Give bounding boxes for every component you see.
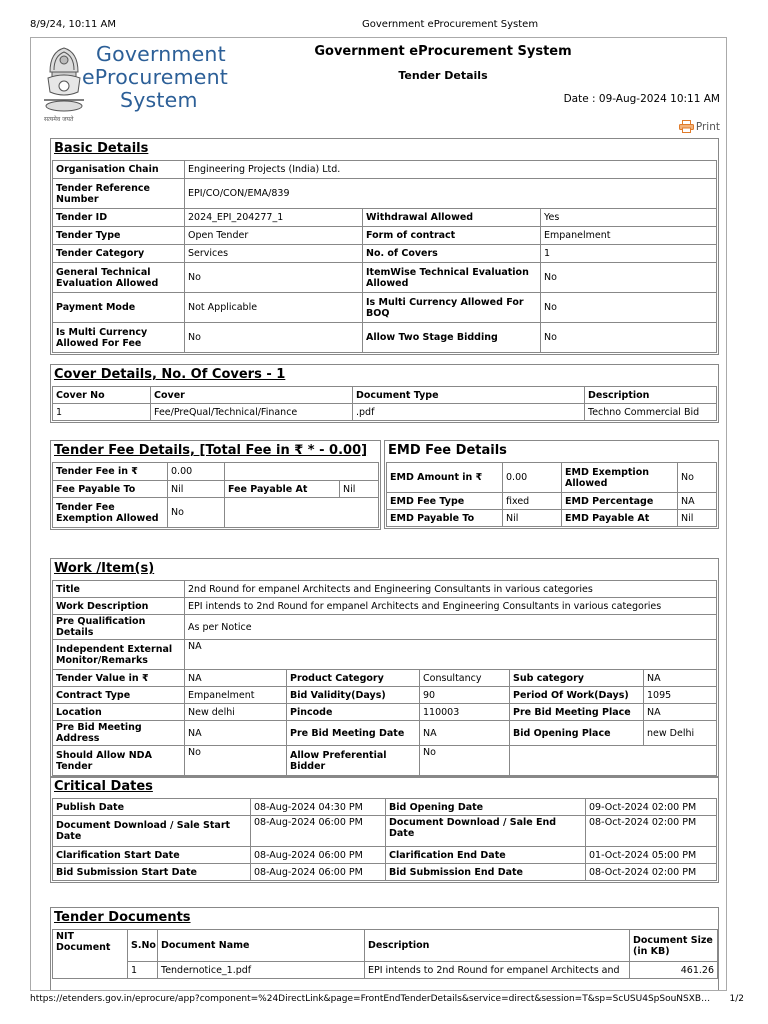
label-bid-submission-end-date: Bid Submission End Date — [386, 864, 586, 881]
tender-documents-title: Tender Documents — [54, 910, 191, 925]
table-row — [53, 721, 717, 746]
table-row — [53, 687, 717, 704]
value-product-category: Consultancy — [420, 670, 510, 687]
label-prebid-meeting-address: Pre Bid Meeting Address — [53, 721, 185, 746]
label-nit-document: NIT Document — [53, 930, 128, 979]
table-row — [53, 598, 717, 615]
emd-fee-section — [384, 440, 719, 529]
value-organisation-chain: Engineering Projects (India) Ltd. — [185, 161, 717, 179]
logo-wordmark — [82, 43, 228, 112]
label-bid-opening-date: Bid Opening Date — [386, 799, 586, 816]
label-period-of-work: Period Of Work(Days) — [510, 687, 644, 704]
label-bid-opening-place: Bid Opening Place — [510, 721, 644, 746]
column-header: Cover — [151, 387, 353, 404]
table-row — [387, 493, 717, 510]
table-row — [53, 179, 717, 209]
value-preferential-bidder: No — [420, 746, 510, 776]
table-row — [53, 245, 717, 263]
table-header-row — [53, 930, 718, 962]
value-clarification-start-date: 08-Aug-2024 06:00 PM — [251, 847, 386, 864]
label-multi-currency-fee: Is Multi Currency Allowed For Fee — [53, 323, 185, 353]
print-link[interactable] — [679, 120, 720, 133]
label-clarification-end-date: Clarification End Date — [386, 847, 586, 864]
cell-document-type: .pdf — [353, 404, 585, 421]
print-label: Print — [695, 120, 720, 133]
cell-description: Techno Commercial Bid — [585, 404, 717, 421]
label-emd-amount: EMD Amount in ₹ — [387, 463, 503, 493]
table-row — [53, 670, 717, 687]
value-bid-opening-date: 09-Oct-2024 02:00 PM — [586, 799, 717, 816]
label-prebid-meeting-date: Pre Bid Meeting Date — [287, 721, 420, 746]
table-row — [53, 962, 718, 979]
label-withdrawal-allowed: Withdrawal Allowed — [363, 209, 541, 227]
value-tender-reference: EPI/CO/CON/EMA/839 — [185, 179, 717, 209]
empty-cell — [225, 498, 379, 528]
label-no-of-covers: No. of Covers — [363, 245, 541, 263]
value-payment-mode: Not Applicable — [185, 293, 363, 323]
label-emd-percentage: EMD Percentage — [562, 493, 678, 510]
label-prequalification: Pre Qualification Details — [53, 615, 185, 640]
value-clarification-end-date: 01-Oct-2024 05:00 PM — [586, 847, 717, 864]
value-withdrawal-allowed: Yes — [541, 209, 717, 227]
label-payment-mode: Payment Mode — [53, 293, 185, 323]
value-tender-category: Services — [185, 245, 363, 263]
value-itemwise-technical-evaluation: No — [541, 263, 717, 293]
value-emd-payable-to: Nil — [503, 510, 562, 527]
label-multi-currency-boq: Is Multi Currency Allowed For BOQ — [363, 293, 541, 323]
tender-documents-table — [52, 929, 718, 979]
table-row — [53, 498, 379, 528]
label-download-end-date: Document Download / Sale End Date — [386, 816, 586, 847]
cell-document-name[interactable]: Tendernotice_1.pdf — [158, 962, 365, 979]
label-sub-category: Sub category — [510, 670, 644, 687]
value-prequalification: As per Notice — [185, 615, 717, 640]
value-prebid-meeting-place: NA — [644, 704, 717, 721]
label-organisation-chain: Organisation Chain — [53, 161, 185, 179]
page-number: 1/2 — [729, 994, 744, 1004]
label-prebid-meeting-place: Pre Bid Meeting Place — [510, 704, 644, 721]
column-header: S.No — [128, 930, 158, 962]
column-header: Cover No — [53, 387, 151, 404]
label-general-technical-evaluation: General Technical Evaluation Allowed — [53, 263, 185, 293]
value-emd-exemption: No — [678, 463, 717, 493]
work-items-title: Work /Item(s) — [54, 561, 155, 576]
value-fee-payable-at: Nil — [340, 481, 379, 498]
value-emd-percentage: NA — [678, 493, 717, 510]
label-bid-validity: Bid Validity(Days) — [287, 687, 420, 704]
table-row — [53, 615, 717, 640]
value-emd-payable-at: Nil — [678, 510, 717, 527]
table-row — [53, 404, 717, 421]
value-period-of-work: 1095 — [644, 687, 717, 704]
label-fee-payable-to: Fee Payable To — [53, 481, 168, 498]
column-header: Description — [585, 387, 717, 404]
value-no-of-covers: 1 — [541, 245, 717, 263]
value-emd-amount: 0.00 — [503, 463, 562, 493]
label-independent-monitor: Independent External Monitor/Remarks — [53, 640, 185, 670]
value-two-stage-bidding: No — [541, 323, 717, 353]
logo-line-eprocurement: eProcurement — [82, 65, 229, 89]
cover-details-table — [52, 386, 717, 421]
column-header: Document Type — [353, 387, 585, 404]
basic-details-table — [52, 160, 717, 353]
label-emd-payable-to: EMD Payable To — [387, 510, 503, 527]
table-row — [53, 227, 717, 245]
label-tender-reference: Tender Reference Number — [53, 179, 185, 209]
value-sub-category: NA — [644, 670, 717, 687]
column-header: Description — [365, 930, 630, 962]
print-page-title: Government eProcurement System — [362, 19, 539, 30]
tender-fee-table — [52, 462, 379, 528]
label-work-title: Title — [53, 581, 185, 598]
value-tender-type: Open Tender — [185, 227, 363, 245]
label-contract-type: Contract Type — [53, 687, 185, 704]
table-row — [53, 799, 717, 816]
label-emd-exemption: EMD Exemption Allowed — [562, 463, 678, 493]
table-row — [53, 746, 717, 776]
label-publish-date: Publish Date — [53, 799, 251, 816]
label-emd-payable-at: EMD Payable At — [562, 510, 678, 527]
label-fee-payable-at: Fee Payable At — [225, 481, 340, 498]
value-download-start-date: 08-Aug-2024 06:00 PM — [251, 816, 386, 847]
work-items-section — [50, 558, 719, 778]
value-bid-opening-place: new Delhi — [644, 721, 717, 746]
logo-line-system: System — [120, 88, 198, 112]
label-emd-fee-type: EMD Fee Type — [387, 493, 503, 510]
value-pincode: 110003 — [420, 704, 510, 721]
label-work-description: Work Description — [53, 598, 185, 615]
print-header — [0, 0, 768, 34]
label-preferential-bidder: Allow Preferential Bidder — [287, 746, 420, 776]
table-row — [53, 864, 717, 881]
value-publish-date: 08-Aug-2024 04:30 PM — [251, 799, 386, 816]
current-date: Date : 09-Aug-2024 10:11 AM — [563, 93, 720, 105]
gepnic-logo[interactable] — [42, 42, 227, 122]
cell-cover-no: 1 — [53, 404, 151, 421]
empty-cell — [225, 463, 379, 481]
label-pincode: Pincode — [287, 704, 420, 721]
table-row — [53, 481, 379, 498]
cover-details-title: Cover Details, No. Of Covers - 1 — [54, 367, 286, 382]
value-multi-currency-fee: No — [185, 323, 363, 353]
empty-cell — [510, 746, 717, 776]
critical-dates-section — [50, 776, 719, 883]
print-datetime: 8/9/24, 10:11 AM — [30, 19, 117, 30]
cover-details-section — [50, 364, 719, 423]
critical-dates-table — [52, 798, 717, 881]
table-row — [53, 209, 717, 227]
value-multi-currency-boq: No — [541, 293, 717, 323]
table-row — [53, 847, 717, 864]
label-bid-submission-start-date: Bid Submission Start Date — [53, 864, 251, 881]
label-product-category: Product Category — [287, 670, 420, 687]
label-itemwise-technical-evaluation: ItemWise Technical Evaluation Allowed — [363, 263, 541, 293]
label-tender-fee: Tender Fee in ₹ — [53, 463, 168, 481]
value-form-of-contract: Empanelment — [541, 227, 717, 245]
value-work-description: EPI intends to 2nd Round for empanel Architects and Engineering Consultants in various categories — [185, 598, 717, 615]
table-row — [53, 816, 717, 847]
label-clarification-start-date: Clarification Start Date — [53, 847, 251, 864]
page-title: Government eProcurement System — [314, 44, 572, 59]
cell-document-description: EPI intends to 2nd Round for empanel Architects and — [365, 962, 630, 979]
value-general-technical-evaluation: No — [185, 263, 363, 293]
cell-sno: 1 — [128, 962, 158, 979]
table-row — [387, 463, 717, 493]
label-tender-value: Tender Value in ₹ — [53, 670, 185, 687]
emd-fee-title: EMD Fee Details — [388, 443, 507, 458]
value-fee-exemption: No — [168, 498, 225, 528]
value-contract-type: Empanelment — [185, 687, 287, 704]
basic-details-section — [50, 138, 719, 355]
value-allow-nda: No — [185, 746, 287, 776]
printer-icon — [679, 120, 694, 133]
label-two-stage-bidding: Allow Two Stage Bidding — [363, 323, 541, 353]
tender-fee-title: Tender Fee Details, [Total Fee in ₹ * - 0.00] — [54, 443, 368, 458]
value-tender-fee: 0.00 — [168, 463, 225, 481]
critical-dates-title: Critical Dates — [54, 779, 153, 794]
label-tender-id: Tender ID — [53, 209, 185, 227]
value-work-title: 2nd Round for empanel Architects and Engineering Consultants in various categories — [185, 581, 717, 598]
label-tender-category: Tender Category — [53, 245, 185, 263]
value-location: New delhi — [185, 704, 287, 721]
value-independent-monitor: NA — [185, 640, 717, 670]
value-tender-id: 2024_EPI_204277_1 — [185, 209, 363, 227]
table-row — [53, 704, 717, 721]
tender-documents-section — [50, 907, 719, 991]
work-items-table — [52, 580, 717, 776]
value-bid-submission-end-date: 08-Oct-2024 02:00 PM — [586, 864, 717, 881]
page-subtitle: Tender Details — [398, 69, 488, 82]
table-row — [53, 581, 717, 598]
table-row — [53, 640, 717, 670]
value-prebid-meeting-date: NA — [420, 721, 510, 746]
value-prebid-meeting-address: NA — [185, 721, 287, 746]
cell-document-size: 461.26 — [630, 962, 718, 979]
cell-cover: Fee/PreQual/Technical/Finance — [151, 404, 353, 421]
basic-details-title: Basic Details — [54, 141, 149, 156]
label-allow-nda: Should Allow NDA Tender — [53, 746, 185, 776]
national-emblem-icon — [42, 42, 86, 118]
table-row — [53, 263, 717, 293]
page-frame — [30, 37, 727, 991]
table-row — [387, 510, 717, 527]
value-tender-value: NA — [185, 670, 287, 687]
value-download-end-date: 08-Oct-2024 02:00 PM — [586, 816, 717, 847]
value-bid-submission-start-date: 08-Aug-2024 06:00 PM — [251, 864, 386, 881]
label-fee-exemption: Tender Fee Exemption Allowed — [53, 498, 168, 528]
label-download-start-date: Document Download / Sale Start Date — [53, 816, 251, 847]
table-row — [53, 463, 379, 481]
emblem-motto: सत्यमेव जयते — [44, 116, 74, 123]
print-footer — [30, 994, 744, 1004]
column-header: Document Size (in KB) — [630, 930, 718, 962]
logo-line-government: Government — [96, 42, 226, 66]
page-url: https://etenders.gov.in/eprocure/app?component=%24DirectLink&page=FrontEndTenderDetails&service=direct&session=T&sp=ScUSU4SpSouNSXB… — [30, 994, 711, 1004]
value-bid-validity: 90 — [420, 687, 510, 704]
label-form-of-contract: Form of contract — [363, 227, 541, 245]
table-header-row — [53, 387, 717, 404]
value-emd-fee-type: fixed — [503, 493, 562, 510]
label-location: Location — [53, 704, 185, 721]
value-fee-payable-to: Nil — [168, 481, 225, 498]
emd-fee-table — [386, 462, 717, 527]
label-tender-type: Tender Type — [53, 227, 185, 245]
tender-fee-section — [50, 440, 381, 530]
table-row — [53, 293, 717, 323]
column-header: Document Name — [158, 930, 365, 962]
table-row — [53, 323, 717, 353]
table-row — [53, 161, 717, 179]
